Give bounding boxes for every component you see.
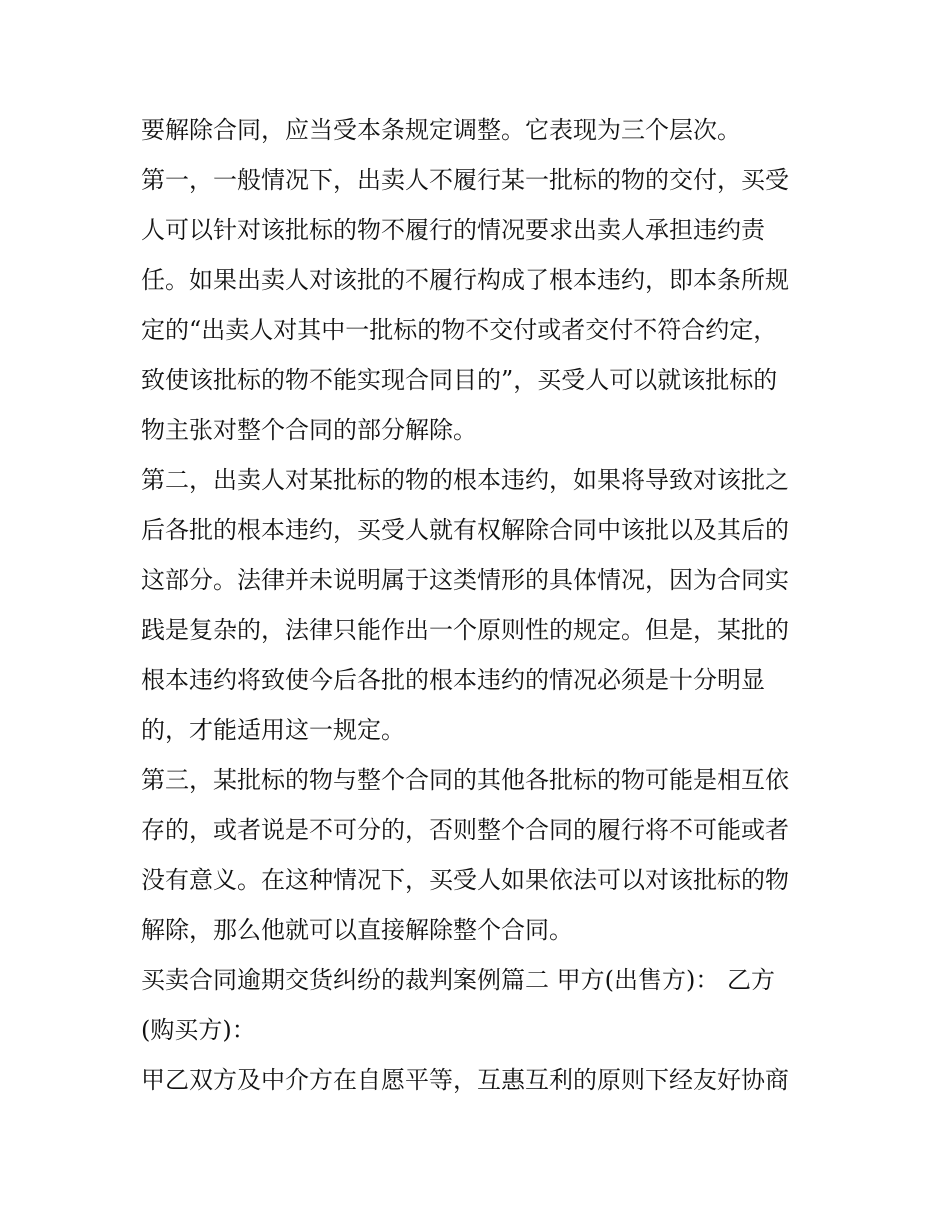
text-line: (购买方)： xyxy=(141,1016,256,1044)
text-line: 任。如果出卖人对该批的不履行构成了根本违约，即本条所规 xyxy=(141,266,789,294)
text-line: 要解除合同，应当受本条规定调整。它表现为三个层次。 xyxy=(141,116,741,144)
text-line: 根本违约将致使今后各批的根本违约的情况必须是十分明显 xyxy=(141,666,765,694)
text-line: 甲乙双方及中介方在自愿平等，互惠互利的原则下经友好协商 xyxy=(141,1066,789,1094)
text-line: 第一，一般情况下，出卖人不履行某一批标的物的交付，买受 xyxy=(141,166,789,194)
text-line: 这部分。法律并未说明属于这类情形的具体情况，因为合同实 xyxy=(141,566,789,594)
text-line: 定的“出卖人对其中一批标的物不交付或者交付不符合约定， xyxy=(141,316,778,344)
text-line: 致使该批标的物不能实现合同目的”，买受人可以就该批标的 xyxy=(141,366,778,394)
text-line: 解除，那么他就可以直接解除整个合同。 xyxy=(141,916,573,944)
text-line: 第二，出卖人对某批标的物的根本违约，如果将导致对该批之 xyxy=(141,466,789,494)
text-line: 的，才能适用这一规定。 xyxy=(141,716,405,744)
text-line: 践是复杂的，法律只能作出一个原则性的规定。但是，某批的 xyxy=(141,616,789,644)
text-line: 存的，或者说是不可分的，否则整个合同的履行将不可能或者 xyxy=(141,816,789,844)
text-line: 人可以针对该批标的物不履行的情况要求出卖人承担违约责 xyxy=(141,216,765,244)
text-line: 第三，某批标的物与整个合同的其他各批标的物可能是相互依 xyxy=(141,766,789,794)
text-line: 后各批的根本违约，买受人就有权解除合同中该批以及其后的 xyxy=(141,516,789,544)
text-line: 没有意义。在这种情况下，买受人如果依法可以对该批标的物 xyxy=(141,866,789,894)
text-line: 物主张对整个合同的部分解除。 xyxy=(141,416,477,444)
text-line: 买卖合同逾期交货纠纷的裁判案例篇二 甲方(出售方)： 乙方 xyxy=(141,966,775,994)
